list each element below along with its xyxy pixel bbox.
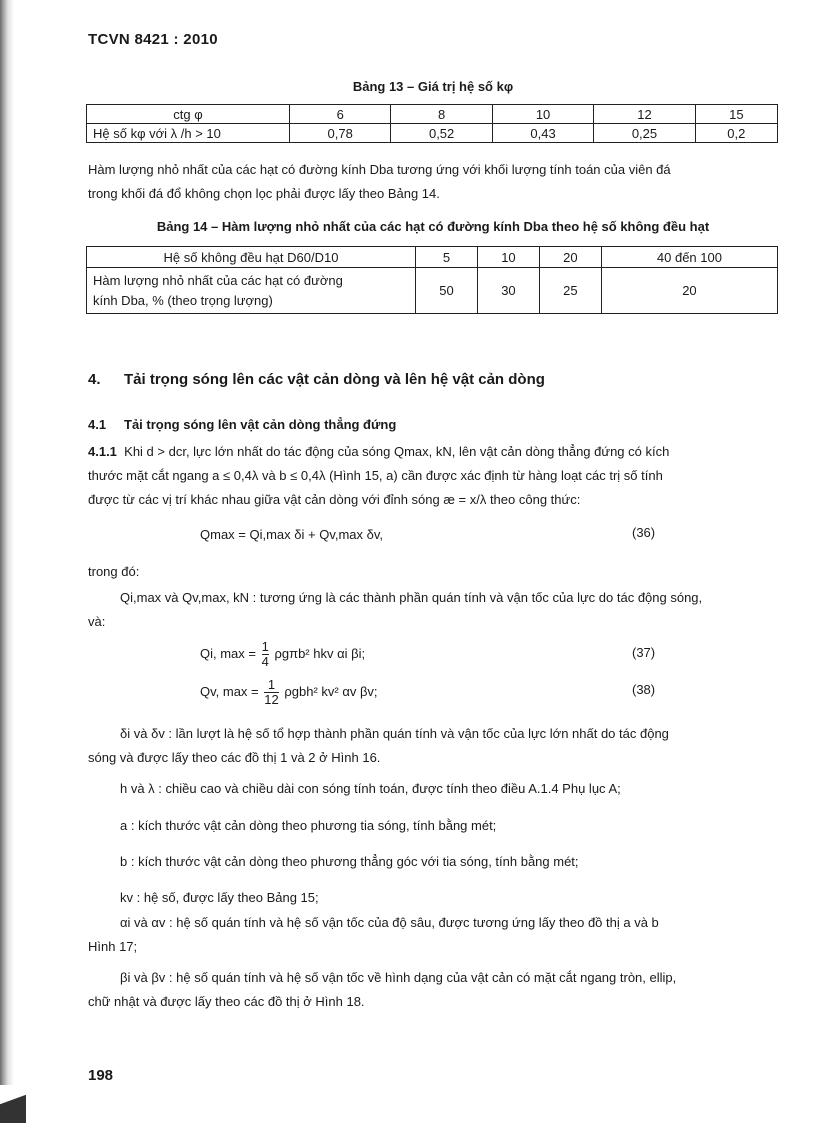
fraction-numerator: 1 <box>264 678 278 693</box>
definition-alpha-line: αi và αv : hệ số quán tính và hệ số vận tốc của độ sâu, được tương ứng lấy theo đồ thị a và b <box>120 915 659 930</box>
table14 <box>86 246 778 314</box>
paragraph-1 <box>88 158 788 206</box>
definition-q-line: và: <box>88 614 106 629</box>
table13-col: 12 <box>594 105 695 124</box>
table13-header-label: ctg φ <box>87 105 290 124</box>
table14-col: 10 <box>477 247 539 268</box>
definition-delta-line: δi và δv : lần lượt là hệ số tổ hợp thành phần quán tính và vận tốc của lực lớn nhất do tác động <box>120 726 669 741</box>
fraction-denominator: 12 <box>264 692 279 707</box>
clause-4-1-1-line: thước mặt cắt ngang a ≤ 0,4λ và b ≤ 0,4λ (Hình 15, a) cần được xác định từ hàng loạt các trị số tính <box>88 468 663 483</box>
definition-beta-line: chữ nhật và được lấy theo các đồ thị ở Hình 18. <box>88 994 365 1009</box>
definition-h: h và λ : chiều cao và chiều dài con sóng tính toán, được tính theo điều A.1.4 Phụ lục A; <box>120 781 621 796</box>
paragraph-1-line: trong khối đá đổ không chọn lọc phải được lấy theo Bảng 14. <box>88 186 440 201</box>
table13 <box>86 104 778 143</box>
standard-header: TCVN 8421 : 2010 <box>88 31 218 48</box>
table14-header-row <box>87 247 778 268</box>
definition-delta-line: sóng và được lấy theo các đồ thị 1 và 2 ở Hình 16. <box>88 750 381 765</box>
table14-col: 40 đến 100 <box>601 247 777 268</box>
equation-37-lhs: Qi, max = <box>200 645 256 661</box>
definition-a: a : kích thước vật cản dòng theo phương tia sóng, tính bằng mét; <box>120 818 497 833</box>
table13-col: 6 <box>290 105 391 124</box>
scan-binding-edge <box>0 0 14 1123</box>
definition-alpha <box>88 911 788 959</box>
equation-38-lhs: Qv, max = <box>200 683 259 699</box>
clause-4-1-1-number: 4.1.1 <box>88 444 117 459</box>
scan-corner-shadow <box>0 1085 26 1123</box>
table14-col: 20 <box>539 247 601 268</box>
where-label: trong đó: <box>88 564 140 579</box>
table14-col: 5 <box>416 247 478 268</box>
table13-cell: 0,25 <box>594 124 695 143</box>
equation-38-fraction <box>264 678 278 707</box>
table13-caption: Bảng 13 – Giá trị hệ số kφ <box>352 79 514 94</box>
equation-37-number: (37) <box>632 645 656 660</box>
definition-b: b : kích thước vật cản dòng theo phương thẳng góc với tia sóng, tính bằng mét; <box>120 854 579 869</box>
fraction-numerator: 1 <box>261 639 269 654</box>
table13-cell: 0,43 <box>492 124 593 143</box>
equation-37 <box>200 640 365 669</box>
table14-value-row <box>87 268 778 314</box>
table13-cell: 0,78 <box>290 124 391 143</box>
table13-col: 8 <box>391 105 492 124</box>
clause-4-1-1-text: Khi d > dcr, lực lớn nhất do tác động của sóng Qmax, kN, lên vật cản dòng thẳng đứng có kích <box>124 444 670 459</box>
definition-delta <box>88 722 788 770</box>
table14-row-label-line: kính Dba, % (theo trọng lượng) <box>93 292 273 308</box>
equation-38 <box>200 678 378 707</box>
table14-row-label <box>87 268 416 314</box>
definition-q <box>88 586 788 634</box>
definition-beta <box>88 966 788 1014</box>
table14-cell: 50 <box>416 268 478 314</box>
table14-caption: Bảng 14 – Hàm lượng nhỏ nhất của các hạt có đường kính Dba theo hệ số không đều hạt <box>156 219 710 234</box>
table14-cell: 25 <box>539 268 601 314</box>
table13-cell: 0,52 <box>391 124 492 143</box>
definition-alpha-line: Hình 17; <box>88 939 138 954</box>
fraction-denominator: 4 <box>261 654 269 669</box>
section-4-title: Tải trọng sóng lên các vật cản dòng và lên hệ vật cản dòng <box>124 371 545 388</box>
table14-row-label-line: Hàm lượng nhỏ nhất của các hạt có đường <box>93 272 343 288</box>
section-4-1-number: 4.1 <box>88 417 107 432</box>
definition-beta-line: βi và βv : hệ số quán tính và hệ số vận tốc về hình dạng của vật cản có mặt cắt ngang tròn, ellip, <box>120 970 677 985</box>
definition-kv: kv : hệ số, được lấy theo Bảng 15; <box>120 890 319 905</box>
table13-row-label: Hệ số kφ với λ /h > 10 <box>87 124 290 143</box>
table13-cell: 0,2 <box>695 124 777 143</box>
equation-38-number: (38) <box>632 682 656 697</box>
table14-cell: 30 <box>477 268 539 314</box>
clause-4-1-1-line <box>88 440 788 464</box>
section-4-number: 4. <box>88 371 101 388</box>
table14-cell: 20 <box>601 268 777 314</box>
equation-36-number: (36) <box>632 525 656 540</box>
table14-header-label: Hệ số không đều hạt D60/D10 <box>87 247 416 268</box>
equation-37-rhs: ρgπb² hkv αi βi; <box>274 645 366 661</box>
section-4-1-title: Tải trọng sóng lên vật cản dòng thẳng đứng <box>124 417 397 432</box>
table13-value-row <box>87 124 778 143</box>
equation-37-fraction <box>262 640 269 669</box>
clause-4-1-1 <box>88 440 788 512</box>
equation-38-rhs: ρgbh² kv² αv βv; <box>284 683 378 699</box>
equation-36: Qmax = Qi,max δi + Qv,max δv, <box>200 527 384 542</box>
table13-header-row <box>87 105 778 124</box>
table13-col: 15 <box>695 105 777 124</box>
table13-col: 10 <box>492 105 593 124</box>
paragraph-1-line: Hàm lượng nhỏ nhất của các hạt có đường kính Dba tương ứng với khối lượng tính toán của viên đá <box>88 162 671 177</box>
definition-q-line: Qi,max và Qv,max, kN : tương ứng là các thành phần quán tính và vận tốc của lực do tác động sóng, <box>120 590 703 605</box>
page-number: 198 <box>88 1067 114 1084</box>
clause-4-1-1-line: được từ các vị trí khác nhau giữa vật cản dòng với đỉnh sóng æ = x/λ theo công thức: <box>88 492 581 507</box>
